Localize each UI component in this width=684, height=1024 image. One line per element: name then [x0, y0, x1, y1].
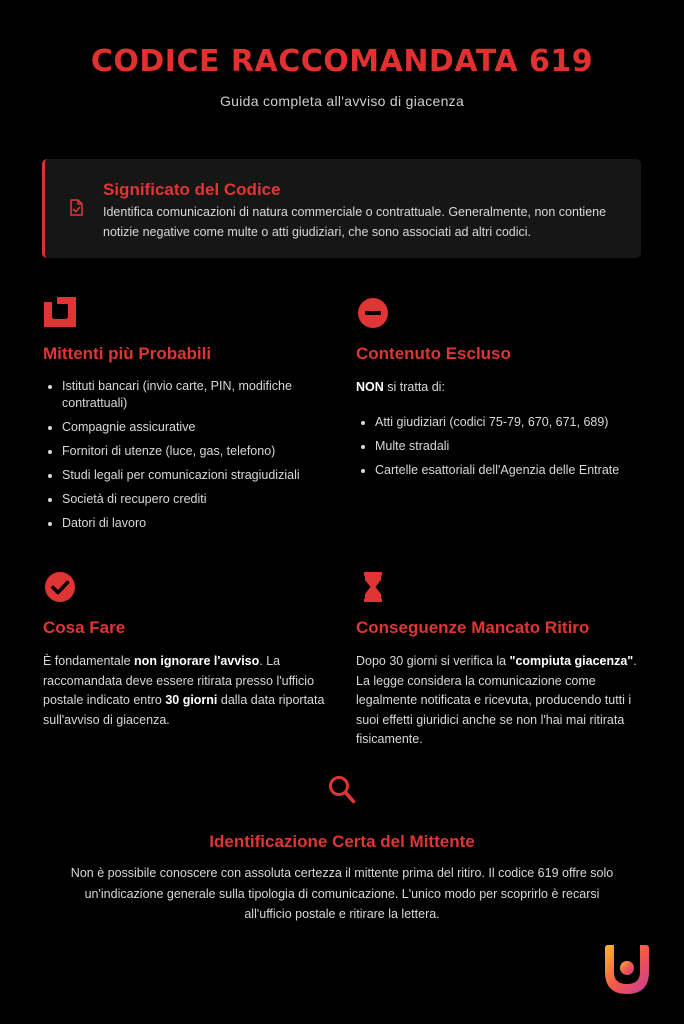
document-check-icon	[69, 199, 84, 221]
senders-heading: Mittenti più Probabili	[43, 344, 212, 363]
list-item: Datori di lavoro	[43, 515, 323, 532]
excluded-list	[356, 414, 646, 479]
list-item: Studi legali per comunicazioni stragiudiziali	[43, 467, 323, 484]
consequences-section	[356, 570, 646, 750]
list-item: Compagnie assicurative	[43, 419, 323, 436]
brand-logo-icon	[602, 944, 652, 996]
excluded-heading: Contenuto Escluso	[356, 344, 511, 363]
list-item: Atti giudiziari (codici 75-79, 670, 671, 689)	[356, 414, 646, 431]
minus-circle-icon	[356, 296, 390, 330]
excluded-intro-bold: NON	[356, 380, 384, 394]
page-subtitle: Guida completa all'avviso di giacenza	[219, 93, 465, 109]
senders-list	[43, 378, 323, 532]
check-circle-icon	[43, 570, 77, 604]
page-title: CODICE RACCOMANDATA 619	[90, 44, 594, 79]
todo-heading: Cosa Fare	[43, 618, 126, 637]
meaning-text: Identifica comunicazioni di natura commerciale o contrattuale. Generalmente, non contiene notizie negative come multe o atti giudiziari, che sono associati ad altri codici.	[103, 205, 607, 239]
list-item: Società di recupero crediti	[43, 491, 323, 508]
mailbox-icon	[43, 296, 77, 330]
list-item: Multe stradali	[356, 438, 646, 455]
search-icon	[328, 775, 356, 810]
excluded-intro	[356, 378, 646, 398]
meaning-callout	[42, 159, 641, 258]
consequences-text: Dopo 30 giorni si verifica la "compiuta giacenza". La legge considera la comunicazione come legalmente notificata e ricevuta, producendo tutti i suoi effetti giuridici anche se non l'hai mai ritirata fisicamente.	[356, 654, 637, 746]
senders-section	[43, 296, 323, 539]
identification-section	[0, 775, 684, 925]
excluded-section	[356, 296, 646, 486]
list-item: Istituti bancari (invio carte, PIN, modifiche contrattuali)	[43, 378, 323, 412]
excluded-intro-rest: si tratta di:	[383, 380, 445, 394]
list-item: Fornitori di utenze (luce, gas, telefono)	[43, 443, 323, 460]
identification-text: Non è possibile conoscere con assoluta certezza il mittente prima del ritiro. Il codice 619 offre solo un'indicazione generale sulla tipologia di comunicazione. L'unico modo per scoprirlo è recarsi all'ufficio postale e ritirare la lettera.	[70, 866, 614, 921]
meaning-heading: Significato del Codice	[103, 180, 281, 199]
todo-text: È fondamentale non ignorare l'avviso. La raccomandata deve essere ritirata presso l'ufficio postale indicato entro 30 giorni dalla data riportata sull'avviso di giacenza.	[43, 654, 325, 727]
consequences-heading: Conseguenze Mancato Ritiro	[356, 618, 590, 637]
list-item: Cartelle esattoriali dell'Agenzia delle Entrate	[356, 462, 646, 479]
hourglass-icon	[356, 570, 390, 604]
todo-section	[43, 570, 328, 730]
identification-heading: Identificazione Certa del Mittente	[209, 832, 475, 851]
